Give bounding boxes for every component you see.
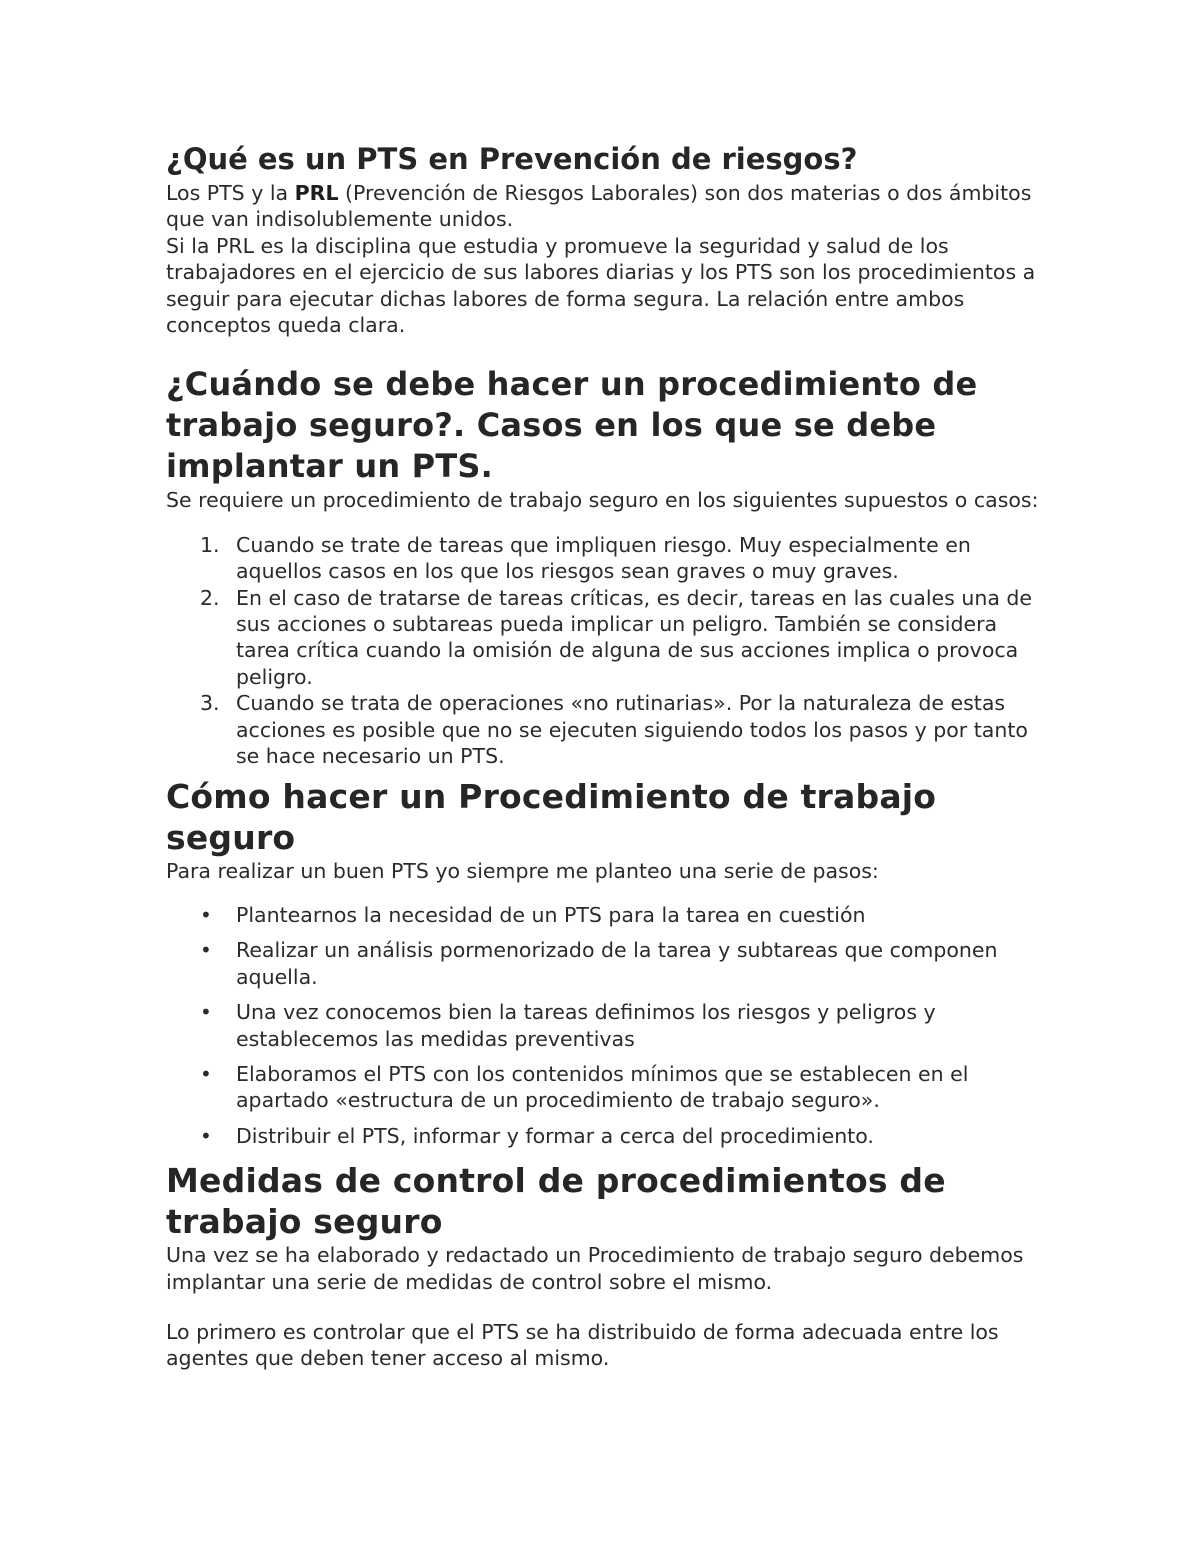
section-title-que-es-pts: ¿Qué es un PTS en Prevención de riesgos? xyxy=(166,142,858,176)
paragraph-pts-prl xyxy=(166,180,1046,233)
list-item-text: Realizar un análisis pormenorizado de la tarea y subtareas que componen aquella. xyxy=(236,938,998,989)
numbered-list-casos xyxy=(166,532,1046,770)
list-item xyxy=(200,585,1046,691)
paragraph-realizar-buen-pts: Para realizar un buen PTS yo siempre me planteo una serie de pasos: xyxy=(166,858,879,883)
list-item xyxy=(200,1123,1046,1149)
bullet-icon: • xyxy=(200,1000,212,1025)
list-item xyxy=(200,532,1046,585)
list-item-text: Elaboramos el PTS con los contenidos mínimos que se establecen en el apartado «estructura de un procedimiento de trabajo seguro». xyxy=(236,1061,969,1113)
bullet-icon: • xyxy=(200,938,212,963)
bullet-icon: • xyxy=(200,1123,212,1148)
list-item-text: Distribuir el PTS, informar y formar a cerca del procedimiento. xyxy=(236,1123,874,1148)
paragraph-pts-prl-start: Los PTS y la xyxy=(166,181,295,205)
list-item-text: Plantearnos la necesidad de un PTS para la tarea en cuestión xyxy=(236,902,866,927)
paragraph-una-vez-elaborado: Una vez se ha elaborado y redactado un Procedimiento de trabajo seguro debemos implantar una serie de medidas de control sobre el mismo. xyxy=(166,1243,1024,1294)
paragraph-lo-primero: Lo primero es controlar que el PTS se ha distribuido de forma adecuada entre los agentes que deben tener acceso al mismo. xyxy=(166,1319,999,1371)
paragraph-requiere-procedimiento: Se requiere un procedimiento de trabajo seguro en los siguientes supuestos o casos: xyxy=(166,488,1039,513)
list-item-text: Cuando se trata de operaciones «no rutinarias». Por la naturaleza de estas acciones es posible que no se ejecuten siguiendo todos los pasos y por tanto se hace necesario un PTS. xyxy=(236,691,1028,769)
list-item xyxy=(200,1061,1046,1114)
list-number: 3. xyxy=(200,691,220,716)
list-item-text: Cuando se trate de tareas que impliquen riesgo. Muy especialmente en aquellos casos en los que los riesgos sean graves o muy graves. xyxy=(236,532,971,584)
section-title-como-hacer: Cómo hacer un Procedimiento de trabajo seguro xyxy=(166,776,937,857)
section-title-medidas-control: Medidas de control de procedimientos de trabajo seguro xyxy=(166,1161,946,1242)
list-number: 2. xyxy=(200,585,220,610)
list-item-text: Una vez conocemos bien la tareas definimos los riesgos y peligros y establecemos las medidas preventivas xyxy=(236,1000,936,1051)
paragraph-prl-disciplina: Si la PRL es la disciplina que estudia y promueve la seguridad y salud de los trabajadores en el ejercicio de sus labores diarias y los PTS son los procedimientos a seguir para ejecutar dichas labores de forma segura. La relación entre ambos conceptos queda clara. xyxy=(166,233,1036,338)
list-item xyxy=(200,937,1046,990)
list-item xyxy=(200,690,1046,769)
bullet-list-pasos xyxy=(166,902,1046,1149)
prl-bold-term: PRL xyxy=(294,181,339,205)
list-item-text: En el caso de tratarse de tareas críticas, es decir, tareas en las cuales una de sus acciones o subtareas pueda implicar un peligro. También se considera tarea crítica cuando la omisión de alguna de sus acciones implica o provoca peligro. xyxy=(236,585,1033,689)
list-item xyxy=(200,902,1046,928)
list-number: 1. xyxy=(200,532,220,557)
list-item xyxy=(200,999,1046,1052)
document-page xyxy=(166,138,1046,1372)
bullet-icon: • xyxy=(200,902,212,927)
section-title-cuando-hacer: ¿Cuándo se debe hacer un procedimiento de trabajo seguro?. Casos en los que se debe implantar un PTS. xyxy=(166,365,978,486)
bullet-icon: • xyxy=(200,1061,212,1086)
paragraph-pts-prl-end: (Prevención de Riesgos Laborales) son dos materias o dos ámbitos que van indisolublemente unidos. xyxy=(166,181,1032,232)
